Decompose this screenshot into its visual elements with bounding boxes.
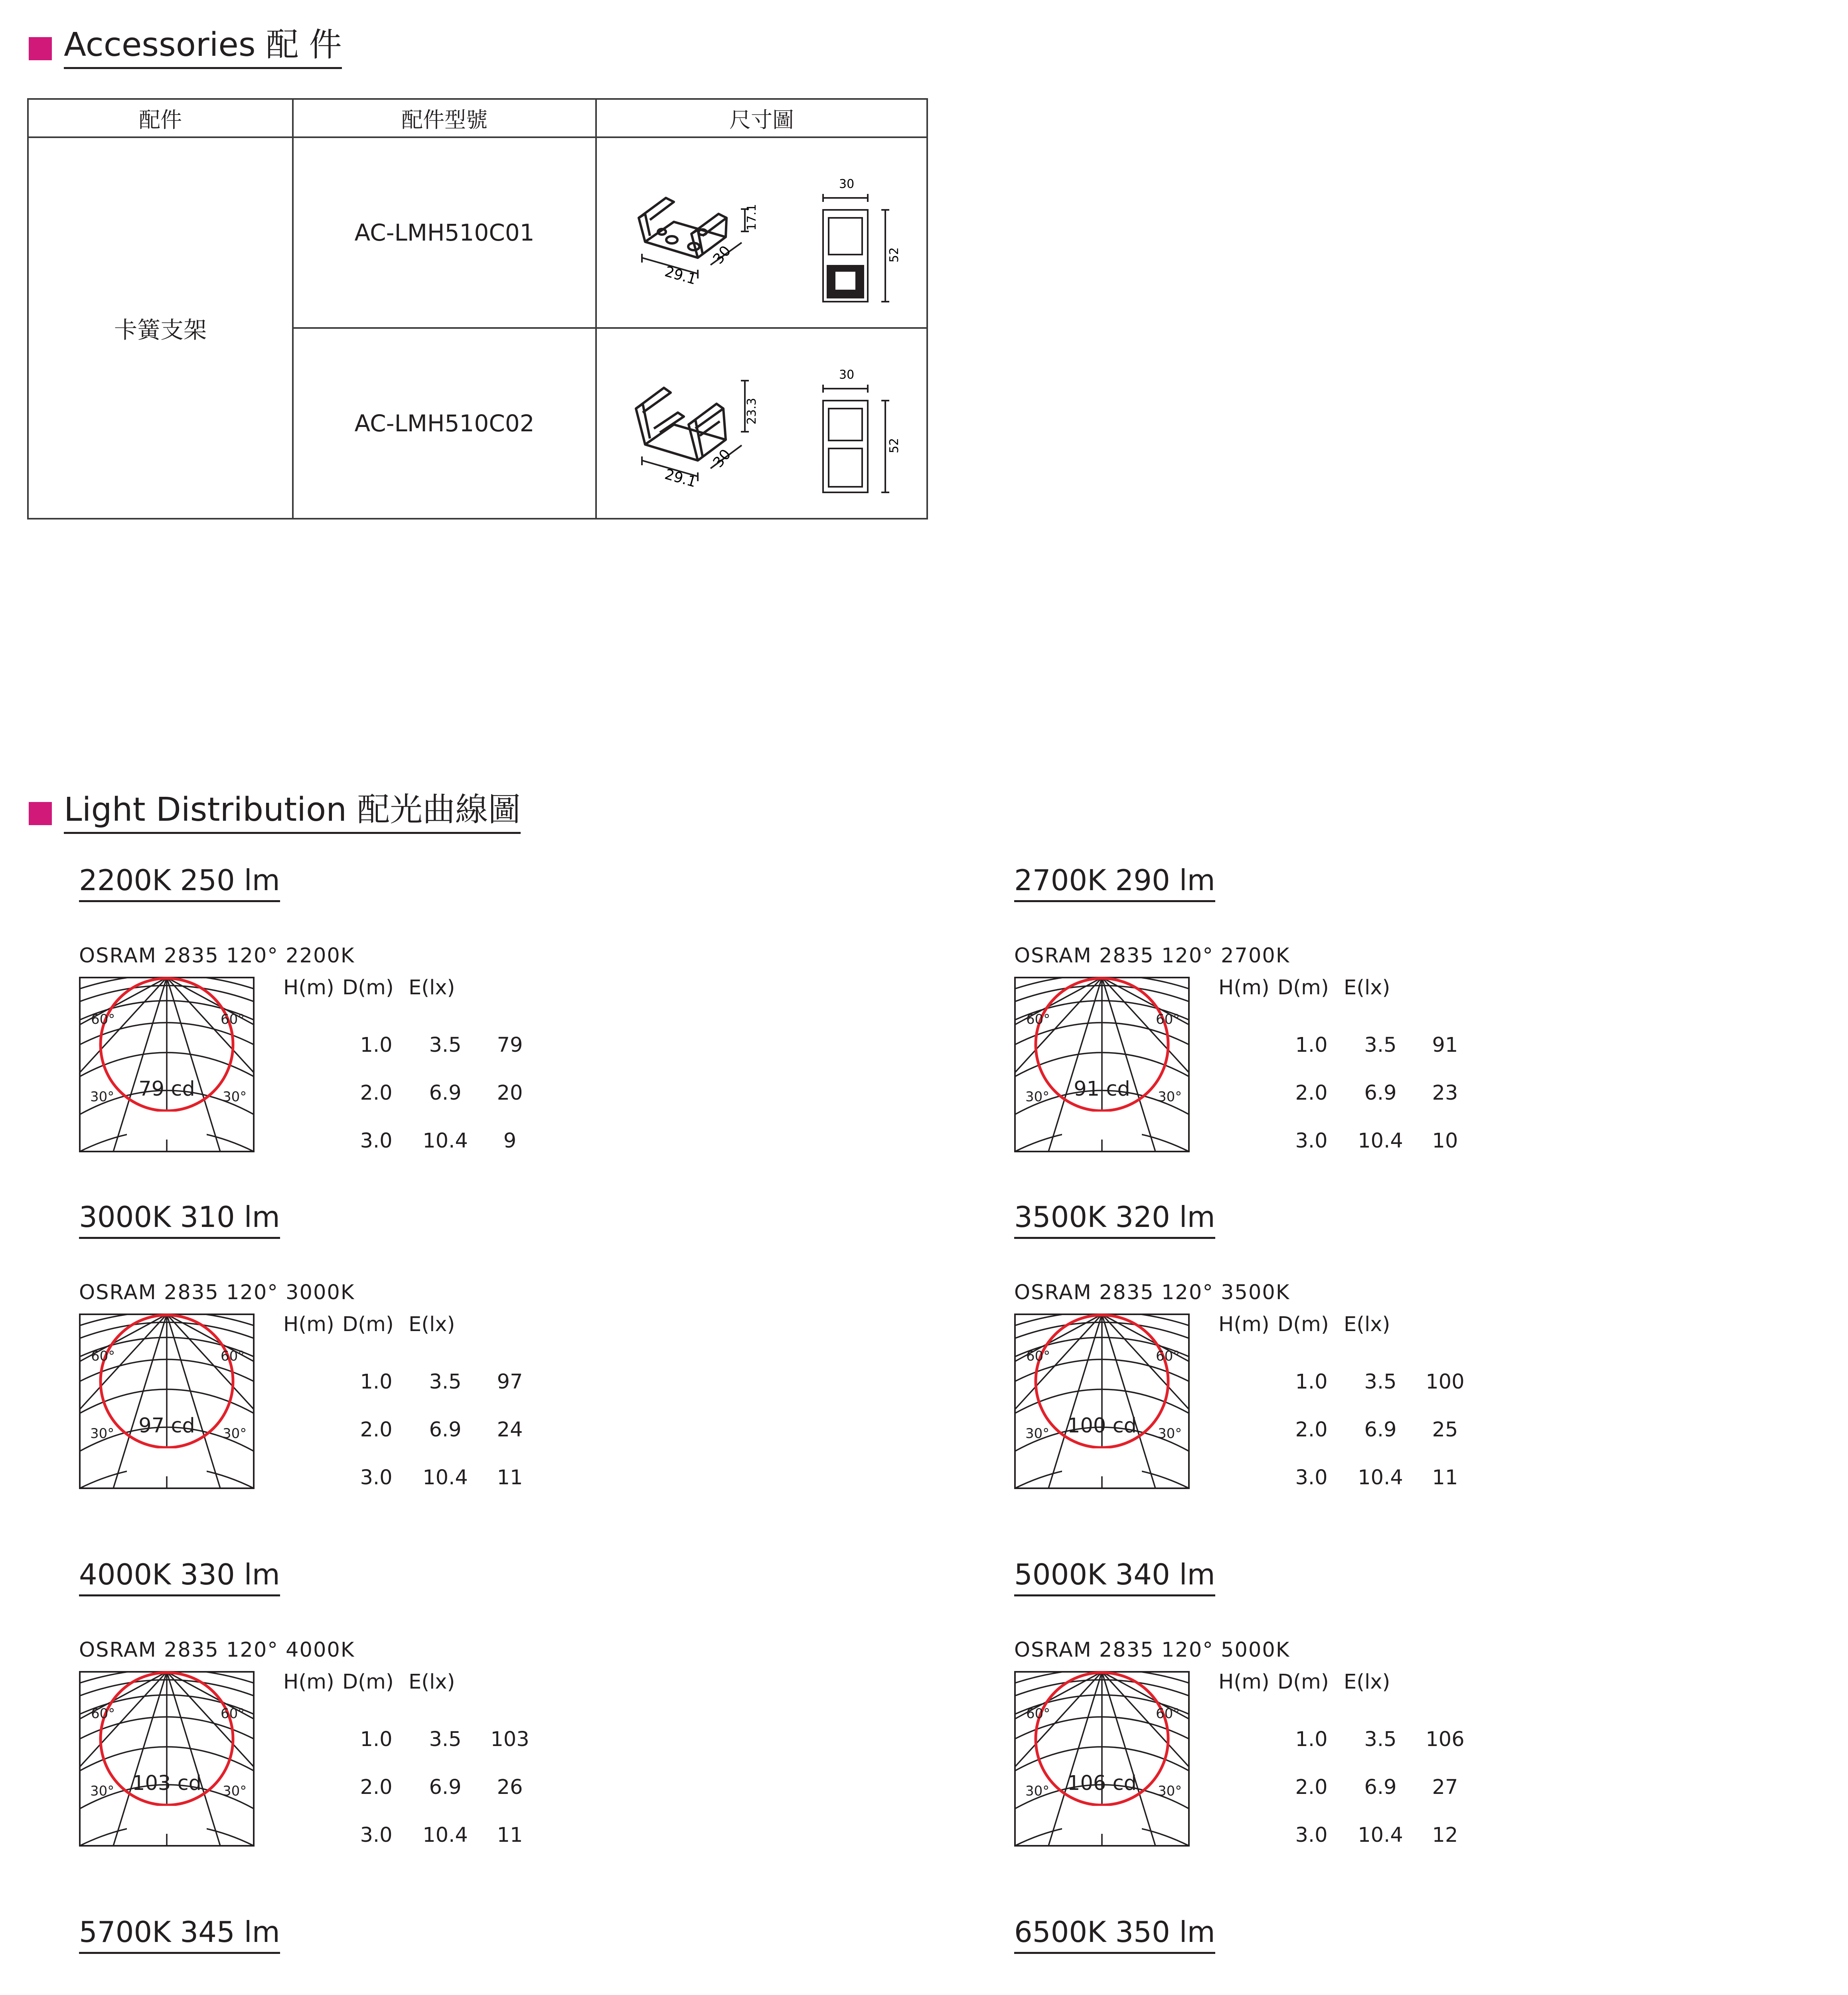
distribution-title: Light Distribution 配光曲線圖 [64,794,521,834]
illuminance-value: 23 [1432,1081,1458,1105]
illuminance-value: 24 [497,1418,523,1442]
accessory-name: 卡簧支架 [28,137,293,519]
candela-label: 91 cd [1074,1077,1130,1101]
col-header-h: H(m) [283,976,334,999]
distribution-block [1014,1560,1613,1887]
distance-value: 10.4 [1358,1466,1403,1489]
clip-bracket-drawing-1 [598,138,925,322]
header-drawing: 尺寸圖 [596,99,927,137]
illuminance-value: 20 [497,1081,523,1105]
col-header-d: D(m) [342,1313,394,1336]
distribution-item-title: 3000K 310 lm [79,1203,280,1239]
illuminance-value: 79 [497,1033,523,1057]
distance-value: 10.4 [1358,1129,1403,1153]
height-value: 3.0 [1295,1129,1328,1153]
col-header-h: H(m) [1218,1313,1270,1336]
distance-value: 3.5 [429,1033,462,1057]
illuminance-value: 103 [490,1728,529,1751]
distribution-block [1014,1200,1613,1530]
height-value: 2.0 [1295,1081,1328,1105]
header-model: 配件型號 [293,99,596,137]
clip-bracket-drawing-2 [598,329,925,512]
distance-value: 6.9 [1364,1418,1397,1442]
illuminance-value: 100 [1425,1370,1465,1394]
distribution-block [79,1915,677,1995]
angle-label: 30° [90,1783,115,1799]
height-value: 1.0 [1295,1728,1328,1751]
col-header-d: D(m) [342,1670,394,1694]
col-header-h: H(m) [283,1670,334,1694]
candela-label: 100 cd [1067,1414,1137,1438]
header-accessory: 配件 [28,99,293,137]
angle-label: 60° [221,1011,245,1027]
distance-value: 10.4 [1358,1823,1403,1847]
distribution-block [79,1200,677,1530]
illuminance-value: 25 [1432,1418,1458,1442]
dim-height: 17.1 [745,204,759,231]
distribution-block [79,1560,677,1887]
col-header-h: H(m) [1218,1670,1270,1694]
angle-label: 30° [1158,1089,1182,1105]
angle-label: 30° [223,1089,247,1105]
accessories-table [27,98,928,519]
dim-depth: 30 [710,243,734,267]
distribution-block [79,863,677,1193]
col-header-e: E(lx) [409,1313,455,1336]
angle-label: 60° [221,1706,245,1722]
candela-label: 106 cd [1067,1772,1137,1795]
height-value: 3.0 [1295,1466,1328,1489]
angle-label: 60° [221,1348,245,1364]
polar-diagram [79,977,255,1152]
distance-value: 6.9 [429,1776,462,1799]
angle-label: 60° [1026,1011,1050,1027]
angle-label: 60° [1026,1348,1050,1364]
distribution-item-title: 2200K 250 lm [79,866,280,902]
distribution-item-subtitle: OSRAM 2835 120° 5000K [1014,1638,1290,1662]
illuminance-value: 9 [503,1129,517,1153]
illuminance-value: 11 [1432,1466,1458,1489]
illuminance-value: 11 [497,1823,523,1847]
col-header-h: H(m) [1218,976,1270,999]
drawing-c02 [596,328,927,519]
polar-diagram [1014,1314,1190,1489]
illuminance-value: 27 [1432,1776,1458,1799]
section-marker [29,37,52,60]
polar-diagram [79,1314,255,1489]
col-header-e: E(lx) [1344,976,1390,999]
height-value: 1.0 [360,1033,393,1057]
distribution-item-title: 5700K 345 lm [79,1918,280,1954]
angle-label: 30° [1158,1783,1182,1799]
height-value: 2.0 [1295,1776,1328,1799]
dim-height: 23.3 [745,398,759,425]
distance-value: 6.9 [429,1418,462,1442]
front-height: 52 [887,438,901,453]
angle-label: 30° [1025,1783,1050,1799]
height-value: 2.0 [360,1418,393,1442]
distribution-item-subtitle: OSRAM 2835 120° 2200K [79,944,355,968]
col-header-d: D(m) [1277,1313,1329,1336]
distribution-item-title: 2700K 290 lm [1014,866,1215,902]
height-value: 1.0 [1295,1370,1328,1394]
distribution-heading [29,790,521,832]
dim-width: 29.1 [663,466,698,491]
angle-label: 30° [223,1426,247,1442]
col-header-d: D(m) [342,976,394,999]
col-header-e: E(lx) [1344,1313,1390,1336]
angle-label: 60° [1156,1011,1180,1027]
distribution-block [1014,1915,1613,1995]
distribution-item-subtitle: OSRAM 2835 120° 3000K [79,1281,355,1304]
distance-value: 10.4 [423,1823,468,1847]
distance-value: 3.5 [429,1728,462,1751]
distribution-block [1014,863,1613,1193]
dim-depth: 30 [710,446,734,471]
candela-label: 97 cd [138,1414,195,1438]
col-header-h: H(m) [283,1313,334,1336]
height-value: 2.0 [360,1081,393,1105]
distance-value: 3.5 [1364,1370,1397,1394]
angle-label: 30° [223,1783,247,1799]
distribution-item-subtitle: OSRAM 2835 120° 3500K [1014,1281,1290,1304]
col-header-e: E(lx) [1344,1670,1390,1694]
front-width: 30 [839,177,855,191]
front-height: 52 [887,247,901,263]
height-value: 2.0 [360,1776,393,1799]
angle-label: 60° [1156,1706,1180,1722]
height-value: 3.0 [1295,1823,1328,1847]
height-value: 1.0 [1295,1033,1328,1057]
col-header-e: E(lx) [409,1670,455,1694]
angle-label: 30° [1025,1426,1050,1442]
illuminance-value: 11 [497,1466,523,1489]
candela-label: 103 cd [132,1772,201,1795]
col-header-d: D(m) [1277,1670,1329,1694]
height-value: 3.0 [360,1466,393,1489]
angle-label: 30° [1158,1426,1182,1442]
distribution-item-title: 6500K 350 lm [1014,1918,1215,1954]
candela-label: 79 cd [138,1077,195,1101]
illuminance-value: 97 [497,1370,523,1394]
angle-label: 60° [91,1348,115,1364]
angle-label: 30° [90,1089,115,1105]
distribution-item-title: 3500K 320 lm [1014,1203,1215,1239]
polar-diagram [1014,1671,1190,1847]
angle-label: 30° [90,1426,115,1442]
height-value: 3.0 [360,1129,393,1153]
polar-diagram [79,1671,255,1847]
col-header-e: E(lx) [409,976,455,999]
illuminance-value: 12 [1432,1823,1458,1847]
distribution-item-title: 4000K 330 lm [79,1560,280,1596]
illuminance-value: 106 [1425,1728,1465,1751]
model-c02: AC-LMH510C02 [293,328,596,519]
accessories-title: Accessories 配 件 [64,29,342,69]
distance-value: 3.5 [1364,1728,1397,1751]
distance-value: 6.9 [1364,1776,1397,1799]
angle-label: 60° [91,1011,115,1027]
distance-value: 3.5 [1364,1033,1397,1057]
illuminance-value: 26 [497,1776,523,1799]
height-value: 1.0 [360,1728,393,1751]
height-value: 1.0 [360,1370,393,1394]
col-header-d: D(m) [1277,976,1329,999]
illuminance-value: 91 [1432,1033,1458,1057]
polar-diagram [1014,977,1190,1152]
distribution-item-title: 5000K 340 lm [1014,1560,1215,1596]
distance-value: 6.9 [1364,1081,1397,1105]
drawing-c01 [596,137,927,328]
distance-value: 3.5 [429,1370,462,1394]
front-width: 30 [839,368,855,382]
model-c01: AC-LMH510C01 [293,137,596,328]
height-value: 2.0 [1295,1418,1328,1442]
angle-label: 60° [1156,1348,1180,1364]
distance-value: 10.4 [423,1466,468,1489]
distance-value: 10.4 [423,1129,468,1153]
section-marker [29,802,52,825]
distribution-item-subtitle: OSRAM 2835 120° 2700K [1014,944,1290,968]
angle-label: 60° [91,1706,115,1722]
illuminance-value: 10 [1432,1129,1458,1153]
height-value: 3.0 [360,1823,393,1847]
dim-width: 29.1 [663,263,698,288]
distribution-item-subtitle: OSRAM 2835 120° 4000K [79,1638,355,1662]
accessories-heading [29,26,342,67]
angle-label: 60° [1026,1706,1050,1722]
angle-label: 30° [1025,1089,1050,1105]
distance-value: 6.9 [429,1081,462,1105]
